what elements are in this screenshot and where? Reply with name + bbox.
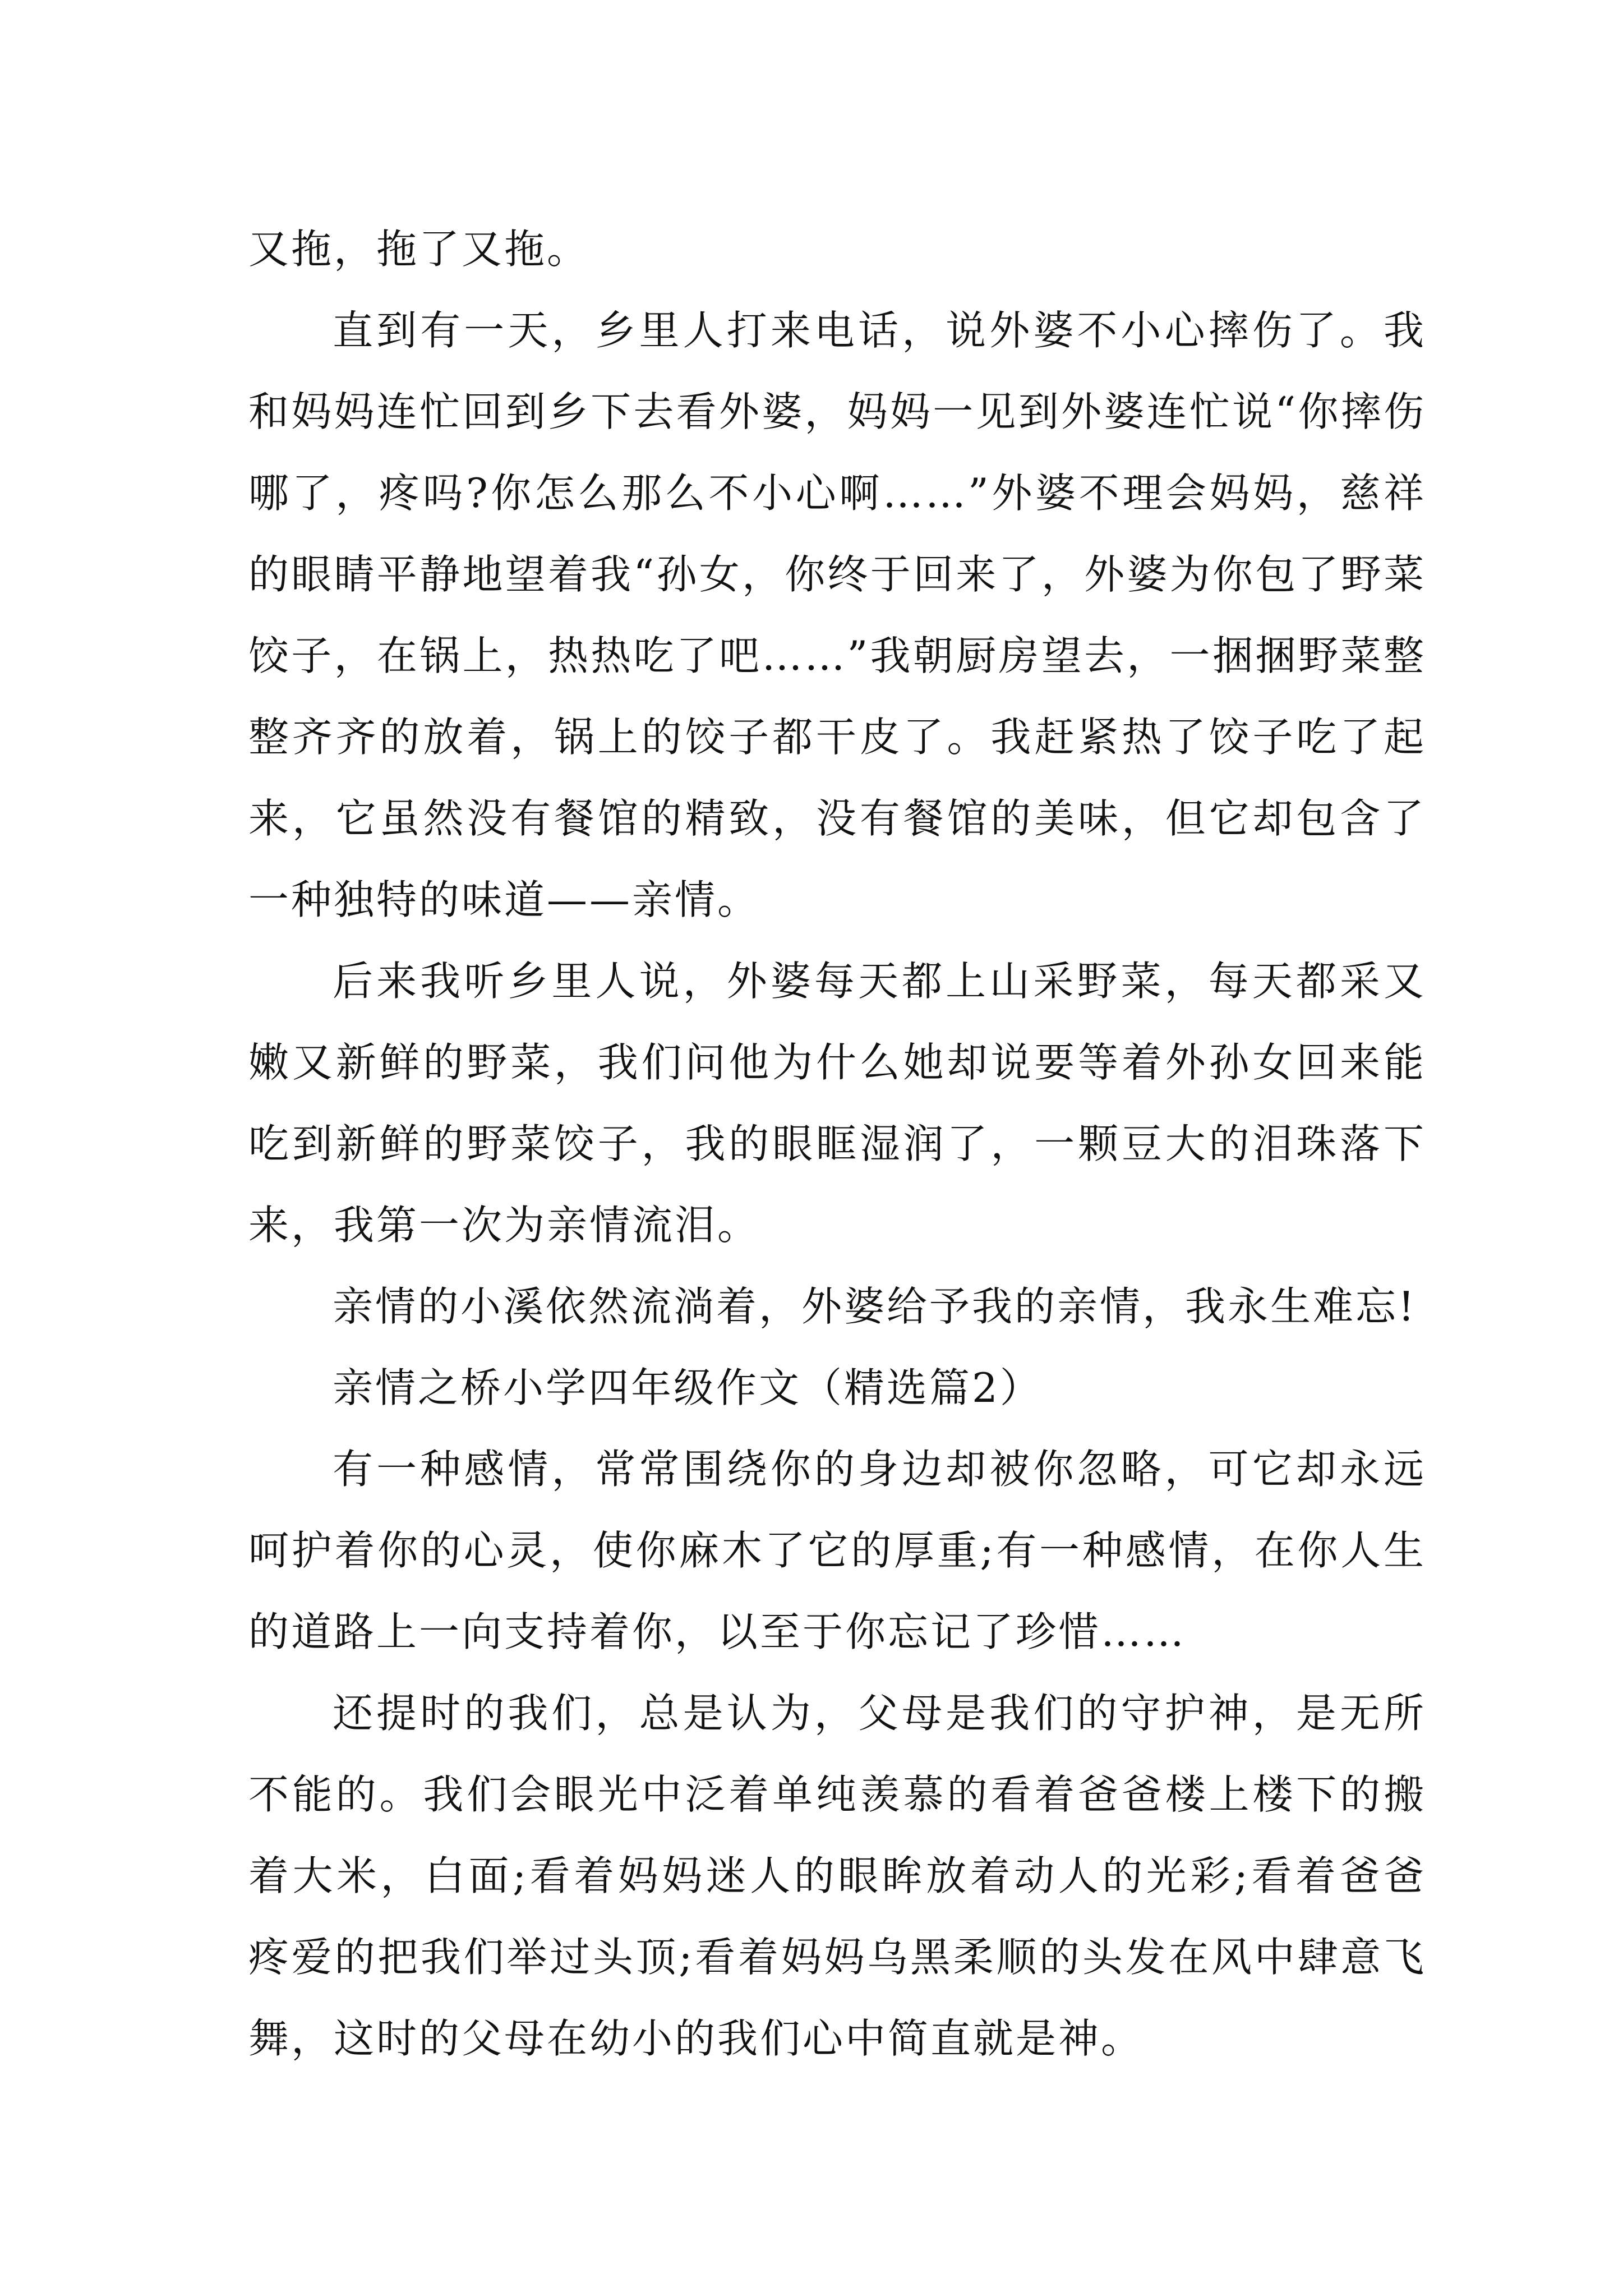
paragraph: 亲情的小溪依然流淌着，外婆给予我的亲情，我永生难忘! [333,1283,1417,1330]
document-body [248,209,1426,2079]
paragraph: 直到有一天，乡里人打来电话，说外婆不小心摔伤了。我和妈妈连忙回到乡下去看外婆，妈妈一见到外婆连忙说“你摔伤哪了，疼吗?你怎么那么不小心啊……”外婆不理会妈妈，慈祥的眼睛平静地望着我“孙女，你终于回来了，外婆为你包了野菜饺子，在锅上，热热吃了吧……”我朝厨房望去，一捆捆野菜整整齐齐的放着，锅上的饺子都干皮了。我赶紧热了饺子吃了起来，它虽然没有餐馆的精致，没有餐馆的美味，但它却包含了一种独特的味道——亲情。 [248,307,1426,923]
paragraph: 有一种感情，常常围绕你的身边却被你忽略，可它却永远呵护着你的心灵，使你麻木了它的厚重;有一种感情，在你人生的道路上一向支持着你，以至于你忘记了珍惜…… [248,1446,1426,1655]
paragraph: 还提时的我们，总是认为，父母是我们的守护神，是无所不能的。我们会眼光中泛着单纯羡慕的看着爸爸楼上楼下的搬着大米，白面;看着妈妈迷人的眼眸放着动人的光彩;看着爸爸疼爱的把我们举过头顶;看着妈妈乌黑柔顺的头发在风中肆意飞舞，这时的父母在幼小的我们心中简直就是神。 [248,1690,1426,2062]
paragraph-continuation: 又拖，拖了又拖。 [248,226,590,273]
section-heading: 亲情之桥小学四年级作文（精选篇2） [333,1364,1043,1411]
paragraph: 后来我听乡里人说，外婆每天都上山采野菜，每天都采又嫩又新鲜的野菜，我们问他为什么她却说要等着外孙女回来能吃到新鲜的野菜饺子，我的眼眶湿润了，一颗豆大的泪珠落下来，我第一次为亲情流泪。 [248,958,1426,1249]
